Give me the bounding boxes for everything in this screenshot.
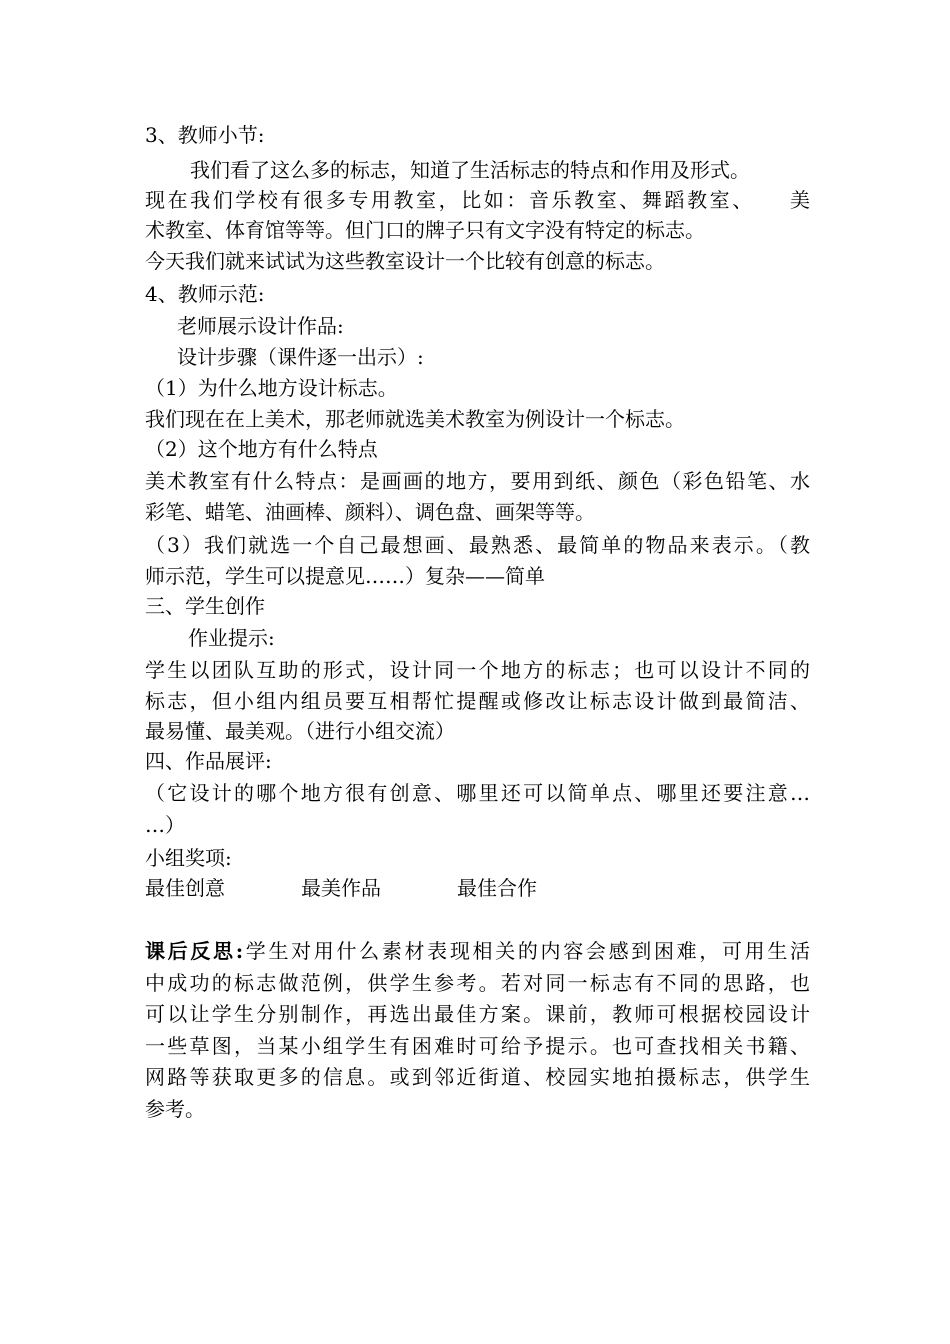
heading-teacher-demo: 4、教师示范: xyxy=(145,282,265,306)
paragraph-line: 彩笔、蜡笔、油画棒、颜料）、调色盘、画架等等。 xyxy=(145,500,595,524)
heading-teacher-summary: 3、教师小节: xyxy=(145,123,265,147)
heading-student-creation: 三、学生创作 xyxy=(145,594,265,618)
reflection-text: 学生对用什么素材表现相关的内容会感到困难，可用生活 xyxy=(243,939,810,963)
paragraph-line: 师示范，学生可以提意见……）复杂——简单 xyxy=(145,564,545,588)
reflection-line xyxy=(145,936,810,966)
step-item: （3）我们就选一个自己最想画、最熟悉、最简单的物品来表示。（教 xyxy=(145,533,810,557)
paragraph-line: 今天我们就来试试为这些教室设计一个比较有创意的标志。 xyxy=(145,249,665,273)
paragraph-line: （它设计的哪个地方很有创意、哪里还可以简单点、哪里还要注意… xyxy=(145,781,810,805)
paragraph-line: 学生以团队互助的形式，设计同一个地方的标志；也可以设计不同的 xyxy=(145,658,810,682)
paragraph-line: 我们现在在上美术，那老师就选美术教室为例设计一个标志。 xyxy=(145,407,685,431)
award-item: 最美作品 xyxy=(301,876,381,900)
paragraph-line: 设计步骤（课件逐一出示）: xyxy=(177,345,424,369)
paragraph-line: …） xyxy=(145,813,185,837)
reflection-label: 课后反思: xyxy=(145,939,244,963)
group-awards-label: 小组奖项: xyxy=(145,846,232,870)
paragraph-line: 我们看了这么多的标志，知道了生活标志的特点和作用及形式。 xyxy=(190,158,750,182)
award-item: 最佳合作 xyxy=(457,876,537,900)
reflection-line: 可以让学生分别制作，再选出最佳方案。课前，教师可根据校园设计 xyxy=(145,1002,810,1026)
reflection-line: 一些草图，当某小组学生有困难时可给予提示。也可查找相关书籍、 xyxy=(145,1034,810,1058)
step-item: （1）为什么地方设计标志。 xyxy=(145,376,398,400)
paragraph-line: 最易懂、最美观。（进行小组交流） xyxy=(145,719,455,743)
heading-work-review: 四、作品展评: xyxy=(145,749,272,773)
reflection-line: 中成功的标志做范例，供学生参考。若对同一标志有不同的思路，也 xyxy=(145,971,810,995)
award-item: 最佳创意 xyxy=(145,876,225,900)
reflection-line: 网路等获取更多的信息。或到邻近街道、校园实地拍摄标志，供学生 xyxy=(145,1065,810,1089)
paragraph-line: 术教室、体育馆等等。但门口的牌子只有文字没有特定的标志。 xyxy=(145,218,705,242)
paragraph-line: 标志，但小组内组员要互相帮忙提醒或修改让标志设计做到最简洁、 xyxy=(145,689,810,713)
paragraph-line: 美术教室有什么特点：是画画的地方，要用到纸、颜色（彩色铅笔、水 xyxy=(145,469,810,493)
paragraph-line: 作业提示: xyxy=(188,626,275,650)
paragraph-line: 老师展示设计作品: xyxy=(177,314,344,338)
paragraph-line: 现在我们学校有很多专用教室，比如：音乐教室、舞蹈教室、 美 xyxy=(145,188,810,212)
reflection-line: 参考。 xyxy=(145,1097,205,1121)
step-item: （2）这个地方有什么特点 xyxy=(145,437,378,461)
